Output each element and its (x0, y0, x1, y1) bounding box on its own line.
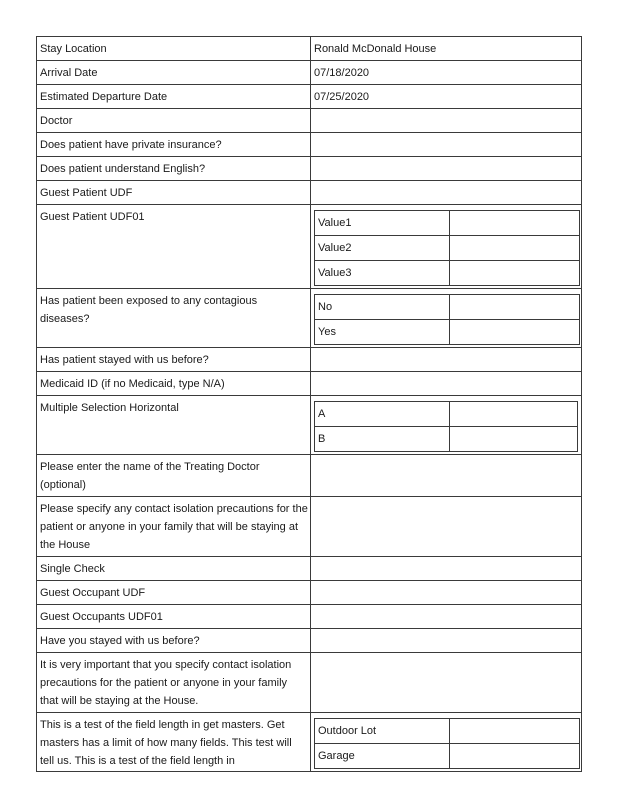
options-table (314, 718, 580, 769)
row-value (311, 37, 582, 61)
row-value (311, 85, 582, 109)
table-row (37, 85, 582, 109)
row-label: Estimated Departure Date (37, 85, 311, 109)
table-row (37, 396, 582, 455)
row-label: Single Check (37, 557, 311, 581)
table-row (37, 133, 582, 157)
row-label: Does patient have private insurance? (37, 133, 311, 157)
row-value (311, 181, 582, 205)
option-label: Value1 (315, 211, 450, 236)
option-cell[interactable] (450, 211, 580, 236)
table-row (37, 37, 582, 61)
option-row[interactable] (315, 295, 580, 320)
row-options (311, 289, 582, 348)
option-label: Yes (315, 320, 450, 345)
options-frame (314, 401, 578, 452)
table-row (37, 581, 582, 605)
option-label: Value2 (315, 236, 450, 261)
row-options (311, 713, 582, 772)
row-label: Medicaid ID (if no Medicaid, type N/A) (37, 372, 311, 396)
options-table (314, 294, 580, 345)
departure-date-value: 07/25/2020 (314, 91, 370, 103)
option-cell[interactable] (450, 744, 580, 769)
row-value (311, 372, 582, 396)
table-row (37, 557, 582, 581)
row-value (311, 629, 582, 653)
option-cell[interactable] (450, 320, 580, 345)
row-label: Guest Patient UDF (37, 181, 311, 205)
option-row[interactable] (315, 211, 580, 236)
row-label: It is very important that you specify contact isolation precautions for the patient or anyone in your family that will be staying at the House. (37, 653, 311, 713)
option-cell[interactable] (450, 402, 578, 427)
option-cell[interactable] (450, 236, 580, 261)
option-row[interactable] (315, 236, 580, 261)
row-value (311, 653, 582, 713)
row-options (311, 396, 582, 455)
row-label: Has patient been exposed to any contagious diseases? (37, 289, 311, 348)
row-label: Guest Occupant UDF (37, 581, 311, 605)
option-cell[interactable] (450, 719, 580, 744)
option-label: B (315, 427, 450, 452)
row-label: Does patient understand English? (37, 157, 311, 181)
table-row (37, 497, 582, 557)
table-row (37, 157, 582, 181)
row-label: Doctor (37, 109, 311, 133)
option-row[interactable] (315, 427, 577, 452)
row-label: Arrival Date (37, 61, 311, 85)
option-cell[interactable] (450, 261, 580, 286)
table-row (37, 629, 582, 653)
row-value (311, 133, 582, 157)
row-label: Guest Occupants UDF01 (37, 605, 311, 629)
row-label: Stay Location (37, 37, 311, 61)
table-row (37, 348, 582, 372)
option-label: Garage (315, 744, 450, 769)
option-row[interactable] (315, 744, 580, 769)
option-label: Value3 (315, 261, 450, 286)
row-label: Please enter the name of the Treating Doctor (optional) (37, 455, 311, 497)
option-row[interactable] (315, 719, 580, 744)
table-row (37, 109, 582, 133)
row-label (37, 713, 311, 772)
row-label: Multiple Selection Horizontal (37, 396, 311, 455)
row-value (311, 61, 582, 85)
option-label: No (315, 295, 450, 320)
form-table (36, 36, 582, 772)
option-label: Outdoor Lot (315, 719, 450, 744)
table-row (37, 289, 582, 348)
row-label: Has patient stayed with us before? (37, 348, 311, 372)
option-label: A (315, 402, 450, 427)
stay-location-value: Ronald McDonald House (314, 43, 437, 55)
row-value (311, 109, 582, 133)
option-row[interactable] (315, 320, 580, 345)
options-table (315, 402, 577, 451)
row-value (311, 581, 582, 605)
row-value (311, 557, 582, 581)
row-value (311, 348, 582, 372)
table-row (37, 455, 582, 497)
row-value (311, 157, 582, 181)
table-row (37, 372, 582, 396)
options-table (314, 210, 580, 286)
option-row[interactable] (315, 402, 577, 427)
row-options (311, 205, 582, 289)
table-row (37, 653, 582, 713)
row-label: Guest Patient UDF01 (37, 205, 311, 289)
row-value (311, 455, 582, 497)
table-row (37, 181, 582, 205)
option-row[interactable] (315, 261, 580, 286)
arrival-date-value: 07/18/2020 (314, 67, 370, 79)
option-cell[interactable] (450, 295, 580, 320)
option-cell[interactable] (450, 427, 578, 452)
truncated-label: This is a test of the field length in get masters. Get masters has a limit of how many fields. This test will tell us. This is a test of the field length in (40, 719, 292, 767)
row-value (311, 605, 582, 629)
row-label: Please specify any contact isolation precautions for the patient or anyone in your family that will be staying at the House (37, 497, 311, 557)
table-row (37, 605, 582, 629)
table-row (37, 713, 582, 772)
row-value (311, 497, 582, 557)
table-row (37, 61, 582, 85)
row-label: Have you stayed with us before? (37, 629, 311, 653)
table-row (37, 205, 582, 289)
